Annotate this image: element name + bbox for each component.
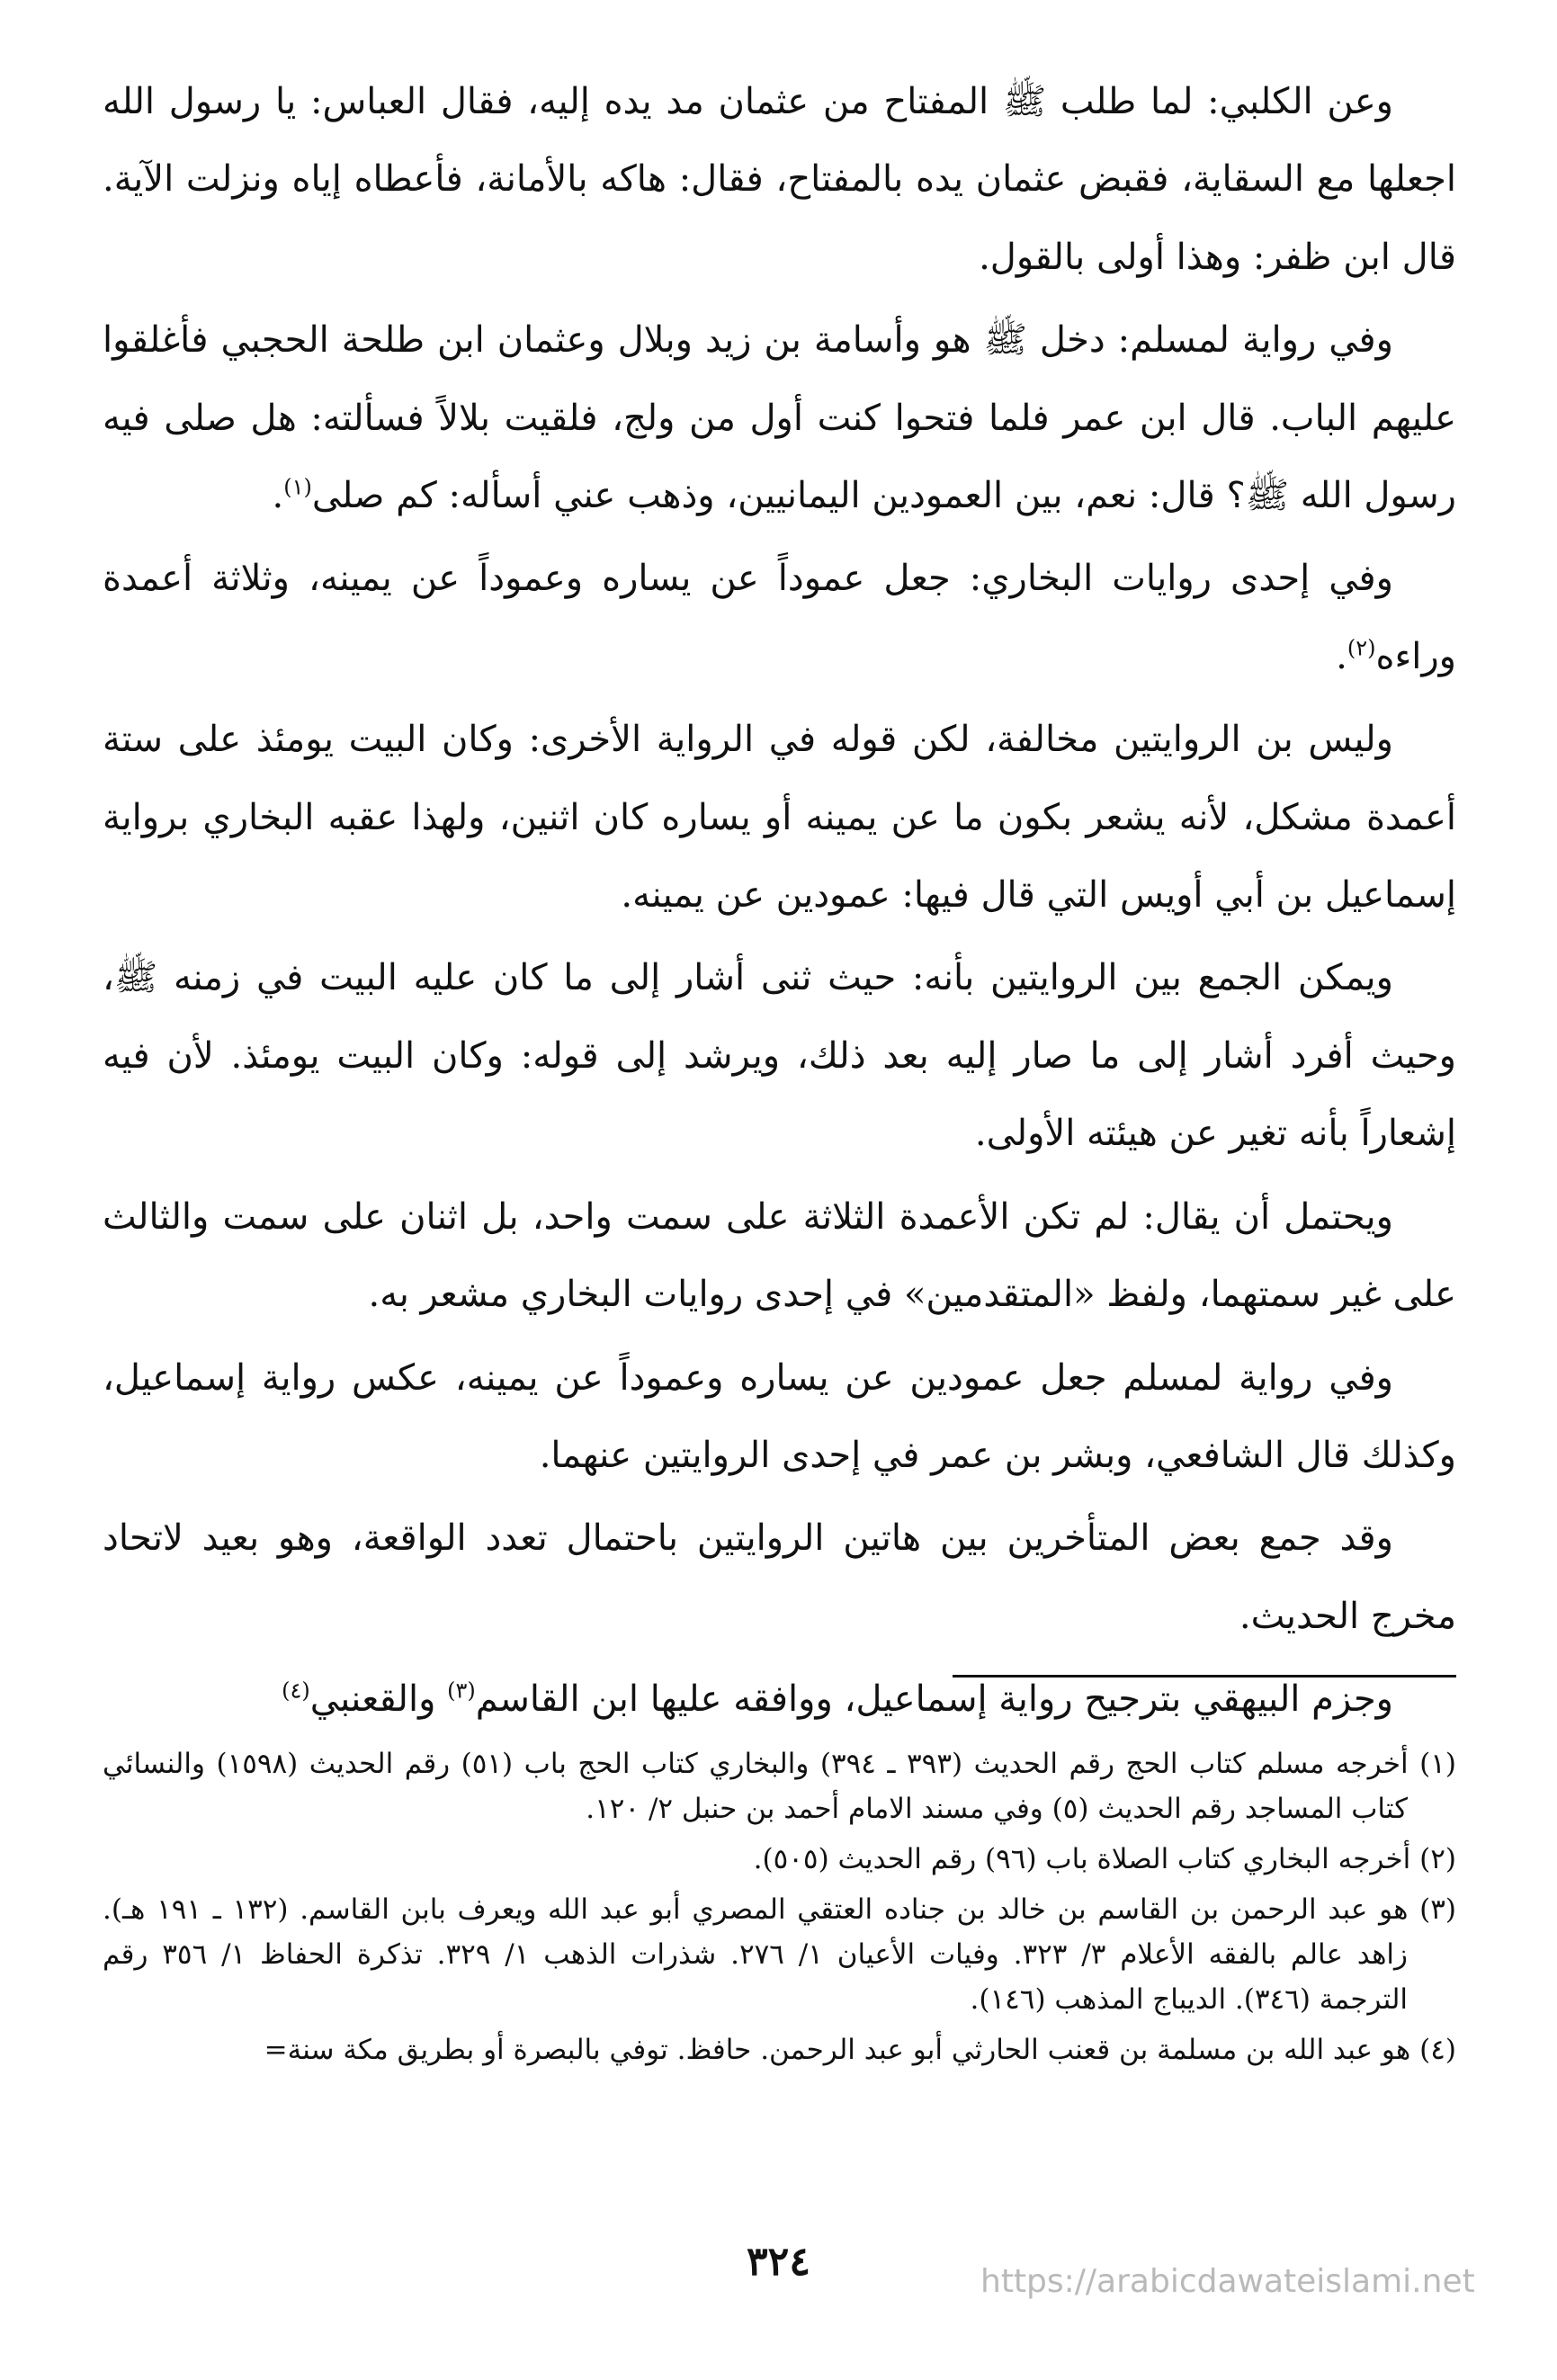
paragraph-9: وجزم البيهقي بترجيح رواية إسماعيل، ووافقه عليها ابن القاسم$^{(٣)}$ والقعنبي$^{(٤)}$ [282,1678,1393,1721]
footnote-ref-1[interactable]: (١) [283,474,312,500]
paragraph-4: وليس بن الروايتين مخالفة، لكن قوله في الرواية الأخرى: وكان البيت يومئذ على ستة أعمدة مشكل، لأنه يشعر بكون ما عن يمينه أو يساره كان اثنين، ولهذا عقبه البخاري برواية إسماعيل بن أبي أويس التي قال فيها: عمودين عن يمينه. [103,719,1456,917]
footnote-separator [953,1675,1456,1678]
paragraph-6: ويحتمل أن يقال: لم تكن الأعمدة الثلاثة على سمت واحد، بل اثنان على سمت والثالث على غير سمتهما، ولفظ «المتقدمين» في إحدى روايات البخاري مشعر به. [103,1195,1456,1316]
paragraph-3: وفي إحدى روايات البخاري: جعل عموداً عن يساره وعموداً عن يمينه، وثلاثة أعمدة وراءه$^{(٢)}$. [103,558,1456,677]
paragraph-8: وقد جمع بعض المتأخرين بين هاتين الروايتين باحتمال تعدد الواقعة، وهو بعيد لاتحاد مخرج الحديث. [103,1517,1456,1637]
paragraph-7: وفي رواية لمسلم جعل عمودين عن يساره وعموداً عن يمينه، عكس رواية إسماعيل، وكذلك قال الشافعي، وبشر بن عمر في إحدى الروايتين عنهما. [103,1356,1456,1476]
footnote-ref-3[interactable]: (٣) [447,1678,476,1704]
footnote-2: (٢) أخرجه البخاري كتاب الصلاة باب (٩٦) رقم الحديث (٥٠٥). [753,1843,1456,1875]
footnotes [103,1741,1456,2078]
footnote-ref-4[interactable]: (٤) [282,1678,310,1704]
footnote-4: (٤) هو عبد الله بن مسلمة بن قعنب الحارثي أبو عبد الرحمن. حافظ. توفي بالبصرة أو بطريق مكة سنة= [264,2034,1456,2066]
footnote-3: (٣) هو عبد الرحمن بن القاسم بن خالد بن جناده العتقي المصري أبو عبد الله ويعرف بابن القاسم. (١٣٢ ـ ١٩١ هـ). زاهد عالم بالفقه الأعلام ٣/ ٣٢٣. وفيات الأعيان ١/ ٢٧٦. شذرات الذهب ١/ ٣٢٩. تذكرة الحفاظ ١/ ٣٥٦ رقم الترجمة (٣٤٦). الديباج المذهب (١٤٦). [103,1893,1456,2016]
watermark-url: https://arabicdawateislami.net [980,2263,1475,2300]
paragraph-1: وعن الكلبي: لما طلب ﷺ المفتاح من عثمان مد يده إليه، فقال العباس: يا رسول الله اجعلها مع السقاية، فقبض عثمان يده بالمفتاح، فقال: هاكه بالأمانة، فأعطاه إياه ونزلت الآية. قال ابن ظفر: وهذا أولى بالقول. [103,81,1456,278]
paragraph-2: وفي رواية لمسلم: دخل ﷺ هو وأسامة بن زيد وبلال وعثمان ابن طلحة الحجبي فأغلقوا عليهم الباب. قال ابن عمر فلما فتحوا كنت أول من ولج، فلقيت بلالاً فسألته: هل صلى فيه رسول الله ﷺ؟ قال: نعم، بين العمودين اليمانيين، وذهب عني أسأله: كم صلى$^{(١)}$. [103,319,1456,517]
footnote-1: (١) أخرجه مسلم كتاب الحج رقم الحديث (٣٩٣ ـ ٣٩٤) والبخاري كتاب الحج باب (٥١) رقم الحديث (١٥٩٨) والنسائي كتاب المساجد رقم الحديث (٥) وفي مسند الامام أحمد بن حنبل ٢/ ١٢٠. [103,1748,1456,1825]
footnote-ref-2[interactable]: (٢) [1347,635,1376,661]
page-number: ٣٢٤ [747,2239,810,2285]
main-text [103,63,1456,1744]
paragraph-5: ويمكن الجمع بين الروايتين بأنه: حيث ثنى أشار إلى ما كان عليه البيت في زمنه ﷺ، وحيث أفرد أشار إلى ما صار إليه بعد ذلك، ويرشد إلى قوله: وكان البيت يومئذ. لأن فيه إشعاراً بأنه تغير عن هيئته الأولى. [103,957,1456,1155]
